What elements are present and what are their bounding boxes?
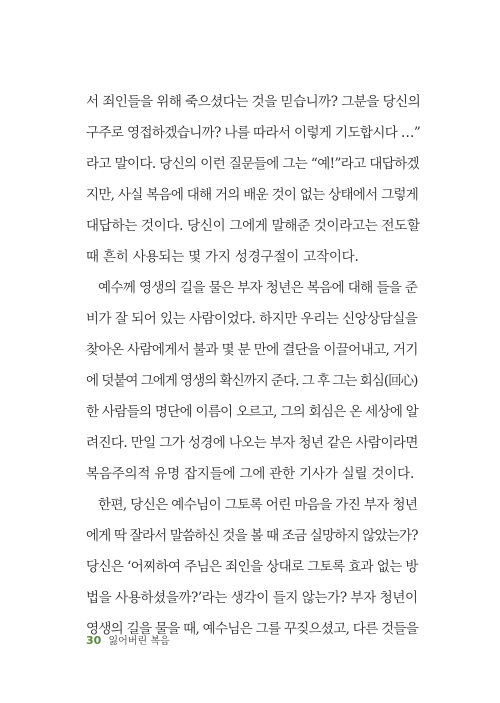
body-line-16: 당신은 ‘어찌하여 주님은 죄인을 상대로 그토록 효과 없는 방 [86,559,418,575]
body-line-4: 지만, 사실 복음에 대해 거의 배운 것이 없는 상태에서 그렇게 [86,187,419,203]
body-line-2: 구주로 영접하겠습니까? 나를 따라서 이렇게 기도합시다 …” [86,125,421,141]
body-line-11: 한 사람들의 명단에 이름이 오르고, 그의 회심은 온 세상에 알 [86,404,419,420]
body-line-7: 예수께 영생의 길을 물은 부자 청년은 복음에 대해 들을 준 [98,280,418,296]
body-line-9: 찾아온 사람에게서 불과 몇 분 만에 결단을 이끌어내고, 거기 [86,342,418,358]
page-footer [86,634,170,649]
body-line-6: 때 흔히 사용되는 몇 가지 성경구절이 고작이다. [86,249,359,265]
body-line-15: 에게 딱 잘라서 말씀하신 것을 볼 때 조금 실망하지 않았는가? [86,528,418,544]
body-line-10: 에 덧붙여 그에게 영생의 확신까지 준다. 그 후 그는 회심(回心) [86,373,418,389]
body-line-18: 영생의 길을 물을 때, 예수님은 그를 꾸짖으셨고, 다른 것들을 [86,621,419,637]
body-line-1: 서 죄인들을 위해 죽으셨다는 것을 믿습니까? 그분을 당신의 [86,94,421,110]
page-number: 30 [86,634,102,647]
body-line-13: 복음주의적 유명 잡지들에 그에 관한 기사가 실릴 것이다. [86,466,415,482]
body-line-3: 라고 말이다. 당신의 이런 질문들에 그는 “예!”라고 대답하겠 [86,156,420,172]
body-line-8: 비가 잘 되어 있는 사람이었다. 하지만 우리는 신앙상담실을 [86,311,418,327]
body-line-12: 려진다. 만일 그가 성경에 나오는 부자 청년 같은 사람이라면 [86,435,418,451]
body-line-17: 법을 사용하셨을까?’라는 생각이 들지 않는가? 부자 청년이 [86,590,418,606]
body-line-14: 한편, 당신은 예수님이 그토록 어린 마음을 가진 부자 청년 [98,497,418,513]
body-line-5: 대답하는 것이다. 당신이 그에게 말해준 것이라고는 전도할 [86,218,420,234]
running-title: 잃어버린 복음 [108,636,170,647]
